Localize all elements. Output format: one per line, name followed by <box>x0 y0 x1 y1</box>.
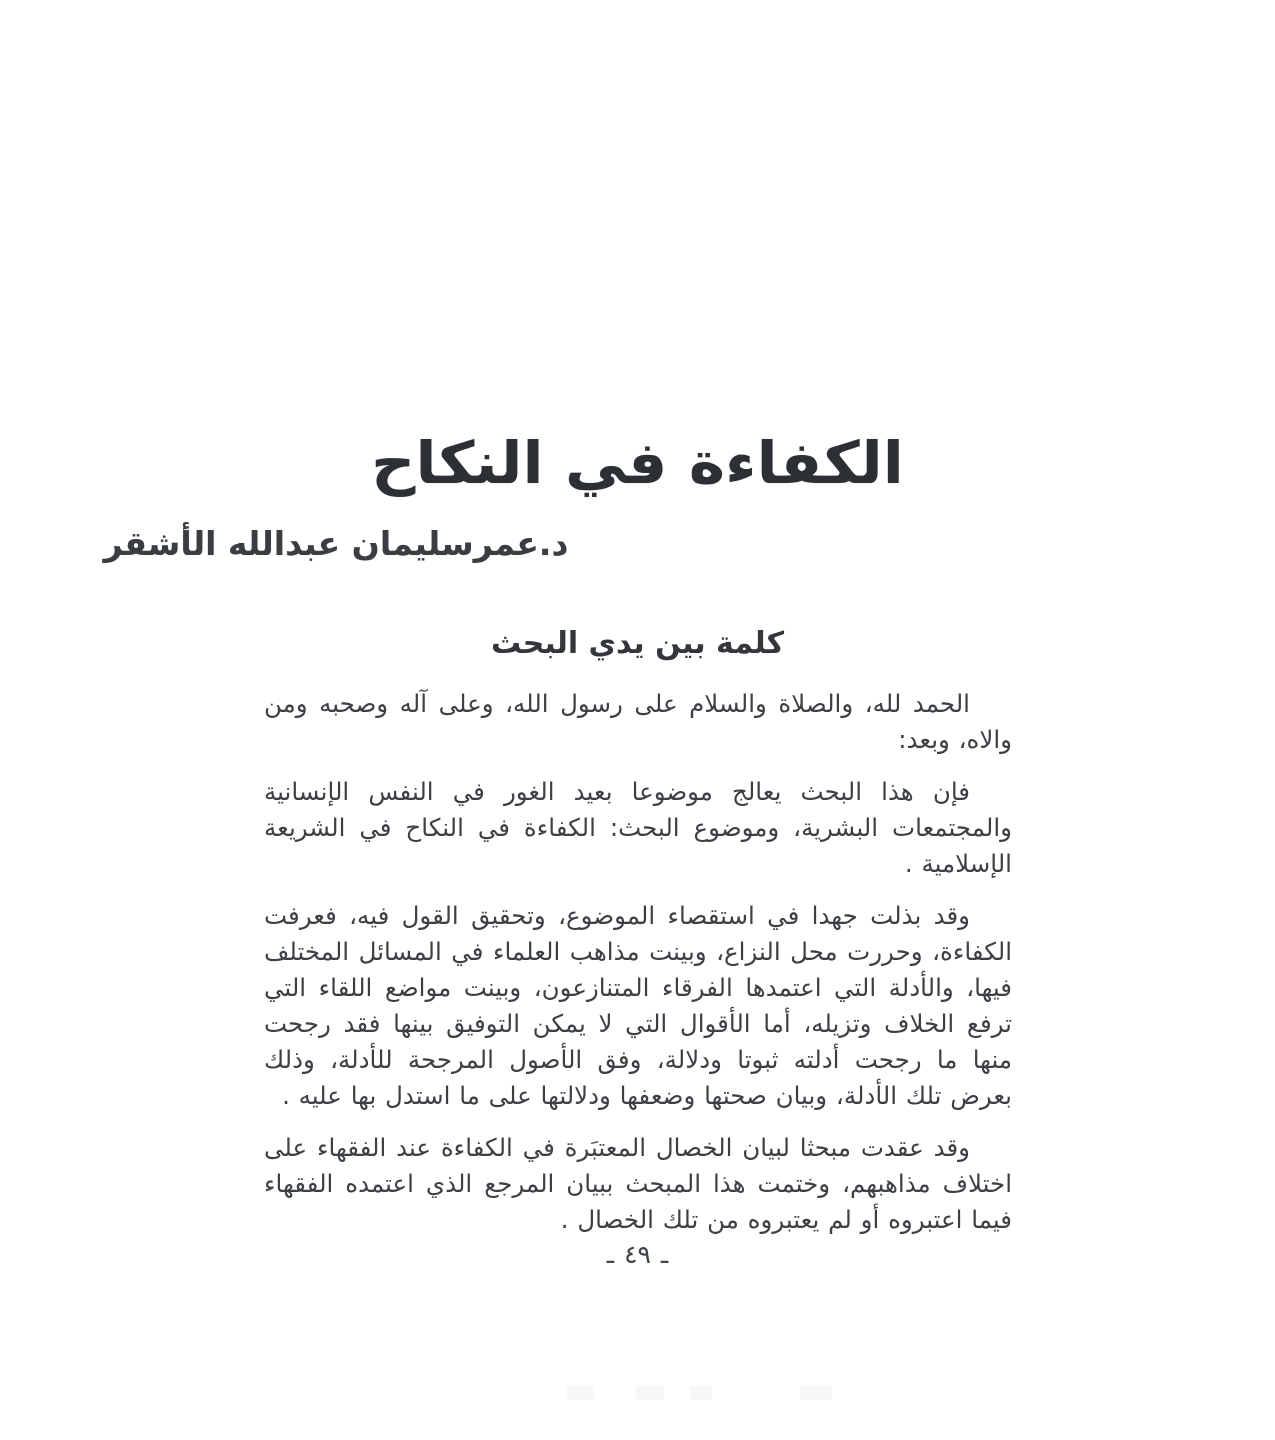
scan-artifact <box>560 1386 860 1400</box>
page-title: الكفاءة في النكاح <box>371 429 904 497</box>
page-number-dash-right: ـ <box>660 1240 669 1269</box>
author-name: د.عمرسليمان عبدالله الأشقر <box>103 524 569 563</box>
paragraph-method: وقد بذلت جهدا في استقصاء الموضوع، وتحقيق القول فيه، فعرفت الكفاءة، وحررت محل النزاع، وبينت مذاهب العلماء في المسائل المختلف فيها، والأدلة التي اعتمدها الفرقاء المتنازعون، وبينت مواضع اللقاء التي ترفع الخلاف وتزيله، أما الأقوال التي لا يمكن التوفيق بينها فقد رجحت منها ما رجحت أدلته ثبوتا ودلالة، وفق الأصول المرجحة للأدلة، وذلك بعرض تلك الأدلة، وبيان صحتها وضعفها ودلالتها على ما استدل بها عليه . <box>264 901 1012 1110</box>
page-number-value: ٤٩ <box>624 1240 651 1269</box>
section-heading: كلمة بين يدي البحث <box>490 626 785 661</box>
page-number-dash-left: ـ <box>606 1240 615 1269</box>
title-block <box>0 430 1275 497</box>
paragraph-khisal: وقد عقدت مبحثا لبيان الخصال المعتبَرة في الكفاءة عند الفقهاء على اختلاف مذاهبهم، وختمت هذا المبحث ببيان المرجع الذي اعتمده الفقهاء فيما اعتبروه أو لم يعتبروه من تلك الخصال . <box>264 1133 1012 1234</box>
page-number <box>0 1240 1275 1269</box>
body-text <box>264 686 1012 1238</box>
paragraph-subject: فإن هذا البحث يعالج موضوعا بعيد الغور في النفس الإنسانية والمجتمعات البشرية، وموضوع البحث: الكفاءة في النكاح في الشريعة الإسلامية . <box>264 777 1012 878</box>
author-line <box>0 524 672 563</box>
paragraph-hamdala: الحمد لله، والصلاة والسلام على رسول الله، وعلى آله وصحبه ومن والاه، وبعد: <box>264 689 1012 754</box>
